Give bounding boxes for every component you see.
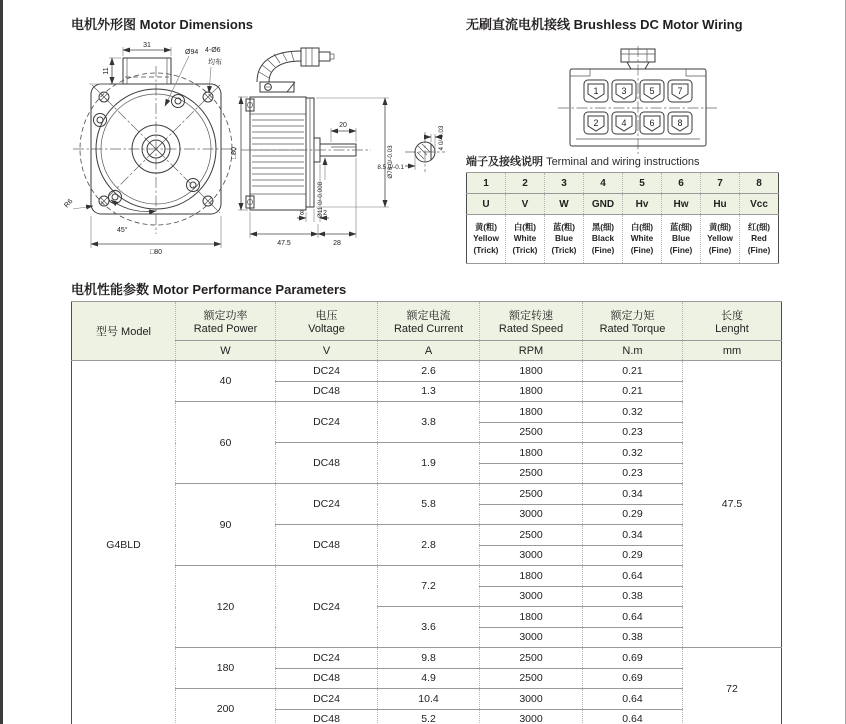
table-cell: 1800: [480, 361, 583, 382]
wiring-section-title: 无刷直流电机接线 Brushless DC Motor Wiring: [466, 17, 743, 32]
wiring-pin-cell: 2: [506, 173, 545, 194]
wire-gauge: (Fine): [747, 244, 771, 255]
perf-header: [276, 302, 378, 341]
table-cell: 3.8: [378, 402, 480, 443]
wiring-pin-cell: 5: [623, 173, 662, 194]
dim-shaft-length: 28: [333, 240, 341, 247]
wiring-wire-row: [467, 215, 779, 264]
table-cell: 3000: [480, 586, 583, 607]
performance-section-title: 电机性能参数 Motor Performance Parameters: [71, 282, 347, 297]
table-cell: 0.29: [583, 504, 683, 525]
pin-label: 2: [593, 118, 599, 128]
perf-header-model: 型号 Model: [72, 302, 176, 361]
dim-body-length: 47.5: [277, 240, 291, 247]
perf-header-en: Voltage: [308, 323, 345, 335]
table-cell: 0.32: [583, 402, 683, 423]
wire-cn: 蓝(细): [669, 222, 693, 233]
table-cell: 1.9: [378, 443, 480, 484]
section-hatch: [417, 144, 430, 159]
wire-en: Black: [591, 233, 615, 244]
table-cell: DC24: [276, 402, 378, 443]
table-cell: 0.29: [583, 545, 683, 566]
wire-gauge: (Fine): [669, 244, 693, 255]
dim-pilot-diameter: Ø76 0/-0.03: [387, 145, 394, 179]
table-cell: 1800: [480, 566, 583, 587]
dim-frame-height: □80: [231, 146, 238, 160]
dim-corner-radius: R6: [63, 198, 75, 210]
table-cell: 0.64: [583, 566, 683, 587]
table-cell: 5.2: [378, 709, 480, 724]
dim-outer-circle: Ø94: [185, 49, 199, 56]
perf-header-unit: A: [378, 341, 480, 361]
wiring-wire-cell: [584, 215, 623, 264]
table-cell: 0.64: [583, 689, 683, 710]
table-cell: 2500: [480, 648, 583, 669]
pin-label: 5: [649, 86, 655, 96]
pin-label: 4: [621, 118, 627, 128]
table-cell: 2.6: [378, 361, 480, 382]
front-view: [63, 42, 239, 256]
table-cell: 0.34: [583, 484, 683, 505]
dim-8: 8: [300, 210, 304, 217]
table-row: [72, 402, 782, 423]
pin-label: 1: [593, 86, 599, 96]
wire-gauge: (Trick): [551, 244, 577, 255]
table-cell: 3000: [480, 709, 583, 724]
table-cell: 0.64: [583, 607, 683, 628]
wiring-pin-cell: 8: [740, 173, 779, 194]
table-cell: 0.38: [583, 627, 683, 648]
pin-label: 6: [649, 118, 655, 128]
wire-gauge: (Fine): [630, 244, 654, 255]
performance-table-head: [72, 302, 782, 361]
table-cell: DC48: [276, 709, 378, 724]
table-cell: 0.21: [583, 361, 683, 382]
table-row: [72, 361, 782, 382]
table-cell: 9.8: [378, 648, 480, 669]
dim-frame-width: □80: [149, 249, 163, 256]
perf-header-cn: 电压: [315, 310, 338, 322]
wire-gauge: (Trick): [473, 244, 499, 255]
dim-holes-note: 均布: [208, 59, 222, 66]
table-cell: DC48: [276, 443, 378, 484]
wire-en: Yellow: [473, 233, 499, 244]
perf-header-cn: 额定力矩: [610, 310, 655, 322]
wire-gauge: (Fine): [708, 244, 732, 255]
table-cell: G4BLD: [72, 361, 176, 724]
dim-holes: 4-Ø6: [205, 47, 221, 54]
table-cell: DC24: [276, 689, 378, 710]
wiring-wire-cell: [662, 215, 701, 264]
wiring-table: [466, 172, 779, 264]
wiring-wire-cell: [701, 215, 740, 264]
wire-en: Blue: [555, 233, 573, 244]
motor-dimensions-drawing: [59, 42, 459, 270]
dim-flat-height: 4 0/-0.03: [438, 125, 445, 151]
wiring-pin-cell: 1: [467, 173, 506, 194]
table-cell: 2500: [480, 525, 583, 546]
wiring-signal-cell: Hw: [662, 194, 701, 215]
table-cell: 7.2: [378, 566, 480, 607]
perf-header-en: Rated Power: [193, 323, 258, 335]
wiring-signal-cell: Hv: [623, 194, 662, 215]
wiring-pin-cell: 7: [701, 173, 740, 194]
table-cell: DC24: [276, 484, 378, 525]
perf-header-unit: N.m: [583, 341, 683, 361]
body-ribs: [252, 120, 304, 186]
wiring-signal-cell: Vcc: [740, 194, 779, 215]
table-cell: 120: [176, 566, 276, 648]
perf-header-en: Rated Current: [393, 323, 464, 335]
perf-header-en: Lenght: [715, 323, 749, 335]
table-cell: 2500: [480, 422, 583, 443]
wiring-signal-cell: V: [506, 194, 545, 215]
wire-cn: 红(细): [747, 222, 771, 233]
terminal-caption-cn: 端子及接线说明: [466, 156, 543, 168]
table-cell: 3000: [480, 689, 583, 710]
perf-header-cn: 额定电流: [406, 310, 451, 322]
table-row: [72, 566, 782, 587]
table-cell: 4.9: [378, 668, 480, 689]
wire-cn: 蓝(粗): [552, 222, 576, 233]
wire-cn: 黄(细): [708, 222, 732, 233]
table-cell: DC48: [276, 381, 378, 402]
wire-cn: 黄(粗): [474, 222, 498, 233]
dim-angle: 45°: [117, 227, 128, 234]
dim-2: 2: [323, 210, 327, 217]
perf-header-cn: 额定功率: [203, 310, 248, 322]
table-cell: 1800: [480, 607, 583, 628]
table-cell: 5.8: [378, 484, 480, 525]
wire-gauge: (Fine): [591, 244, 615, 255]
terminal-caption: [466, 153, 700, 169]
table-cell: 0.69: [583, 668, 683, 689]
table-cell: 0.64: [583, 709, 683, 724]
side-view: [231, 48, 394, 247]
wiring-signal-cell: W: [545, 194, 584, 215]
wiring-table-body: [467, 173, 779, 264]
table-cell: 200: [176, 689, 276, 724]
perf-header-cn: 额定转速: [509, 310, 553, 322]
wiring-wire-cell: [545, 215, 584, 264]
table-cell: 2500: [480, 463, 583, 484]
table-cell: 3.6: [378, 607, 480, 648]
table-cell: 2500: [480, 484, 583, 505]
table-row: [72, 484, 782, 505]
perf-header: [176, 302, 276, 341]
perf-header-unit: RPM: [480, 341, 583, 361]
wiring-pin-cell: 6: [662, 173, 701, 194]
connector-drawing: [558, 46, 718, 154]
wiring-pin-cell: 4: [584, 173, 623, 194]
table-cell: 1800: [480, 402, 583, 423]
perf-header: [683, 302, 782, 341]
table-cell: 1.3: [378, 381, 480, 402]
table-cell: 90: [176, 484, 276, 566]
dim-box-width: 31: [143, 42, 151, 49]
table-cell: 2500: [480, 668, 583, 689]
performance-table-body: [72, 361, 782, 724]
table-cell: 180: [176, 648, 276, 689]
table-cell: 3000: [480, 627, 583, 648]
pin-label: 7: [677, 86, 683, 96]
table-cell: 0.23: [583, 422, 683, 443]
perf-header: [583, 302, 683, 341]
wiring-wire-cell: [623, 215, 662, 264]
wiring-signal-cell: U: [467, 194, 506, 215]
table-cell: DC24: [276, 566, 378, 648]
wiring-pin-row: [467, 173, 779, 194]
table-cell: 10.4: [378, 689, 480, 710]
wire-en: White: [630, 233, 654, 244]
wire-cn: 黑(细): [591, 222, 615, 233]
table-cell: 3000: [480, 545, 583, 566]
wiring-signal-row: [467, 194, 779, 215]
wire-en: White: [513, 233, 537, 244]
table-cell: 3000: [480, 504, 583, 525]
table-cell: 0.23: [583, 463, 683, 484]
table-cell: 72: [683, 648, 782, 724]
table-cell: 0.38: [583, 586, 683, 607]
wiring-wire-cell: [740, 215, 779, 264]
perf-header: [480, 302, 583, 341]
wire-en: Red: [751, 233, 767, 244]
wire-cn: 白(粗): [513, 222, 537, 233]
table-cell: 60: [176, 402, 276, 484]
perf-header-unit: W: [176, 341, 276, 361]
table-cell: 0.21: [583, 381, 683, 402]
table-row: [72, 689, 782, 710]
dim-flat-width: 8.5 0/-0.1: [377, 164, 404, 171]
dim-shaft-diameter: Ø11 0/-0.008: [317, 181, 324, 219]
table-cell: 0.32: [583, 443, 683, 464]
table-cell: 47.5: [683, 361, 782, 648]
wiring-pin-cell: 3: [545, 173, 584, 194]
dim-flat-length: 20: [339, 122, 347, 129]
perf-header: [378, 302, 480, 341]
table-cell: 0.69: [583, 648, 683, 669]
table-cell: 1800: [480, 443, 583, 464]
table-cell: 2.8: [378, 525, 480, 566]
wire-gauge: (Trick): [512, 244, 538, 255]
pin-label: 3: [621, 86, 627, 96]
perf-header-unit: V: [276, 341, 378, 361]
wire-cn: 白(细): [630, 222, 654, 233]
wire-en: Blue: [672, 233, 690, 244]
perf-header-en: Rated Torque: [599, 323, 666, 335]
table-cell: DC24: [276, 361, 378, 382]
perf-header-unit: mm: [683, 341, 782, 361]
table-cell: DC48: [276, 525, 378, 566]
dimensions-section-title: 电机外形图 Motor Dimensions: [71, 17, 254, 32]
wiring-signal-cell: Hu: [701, 194, 740, 215]
performance-table: [71, 301, 782, 724]
dim-box-height: 11: [103, 67, 110, 75]
table-cell: 40: [176, 361, 276, 402]
perf-header-en: Rated Speed: [498, 323, 564, 335]
wiring-wire-cell: [467, 215, 506, 264]
table-cell: DC48: [276, 668, 378, 689]
perf-header-cn: 长度: [721, 310, 743, 322]
table-cell: 1800: [480, 381, 583, 402]
wiring-wire-cell: [506, 215, 545, 264]
table-row: [72, 648, 782, 669]
pin-label: 8: [677, 118, 683, 128]
table-cell: 0.34: [583, 525, 683, 546]
terminal-caption-en: Terminal and wiring instructions: [546, 156, 700, 168]
wiring-signal-cell: GND: [584, 194, 623, 215]
wire-en: Yellow: [707, 233, 733, 244]
table-cell: DC24: [276, 648, 378, 669]
